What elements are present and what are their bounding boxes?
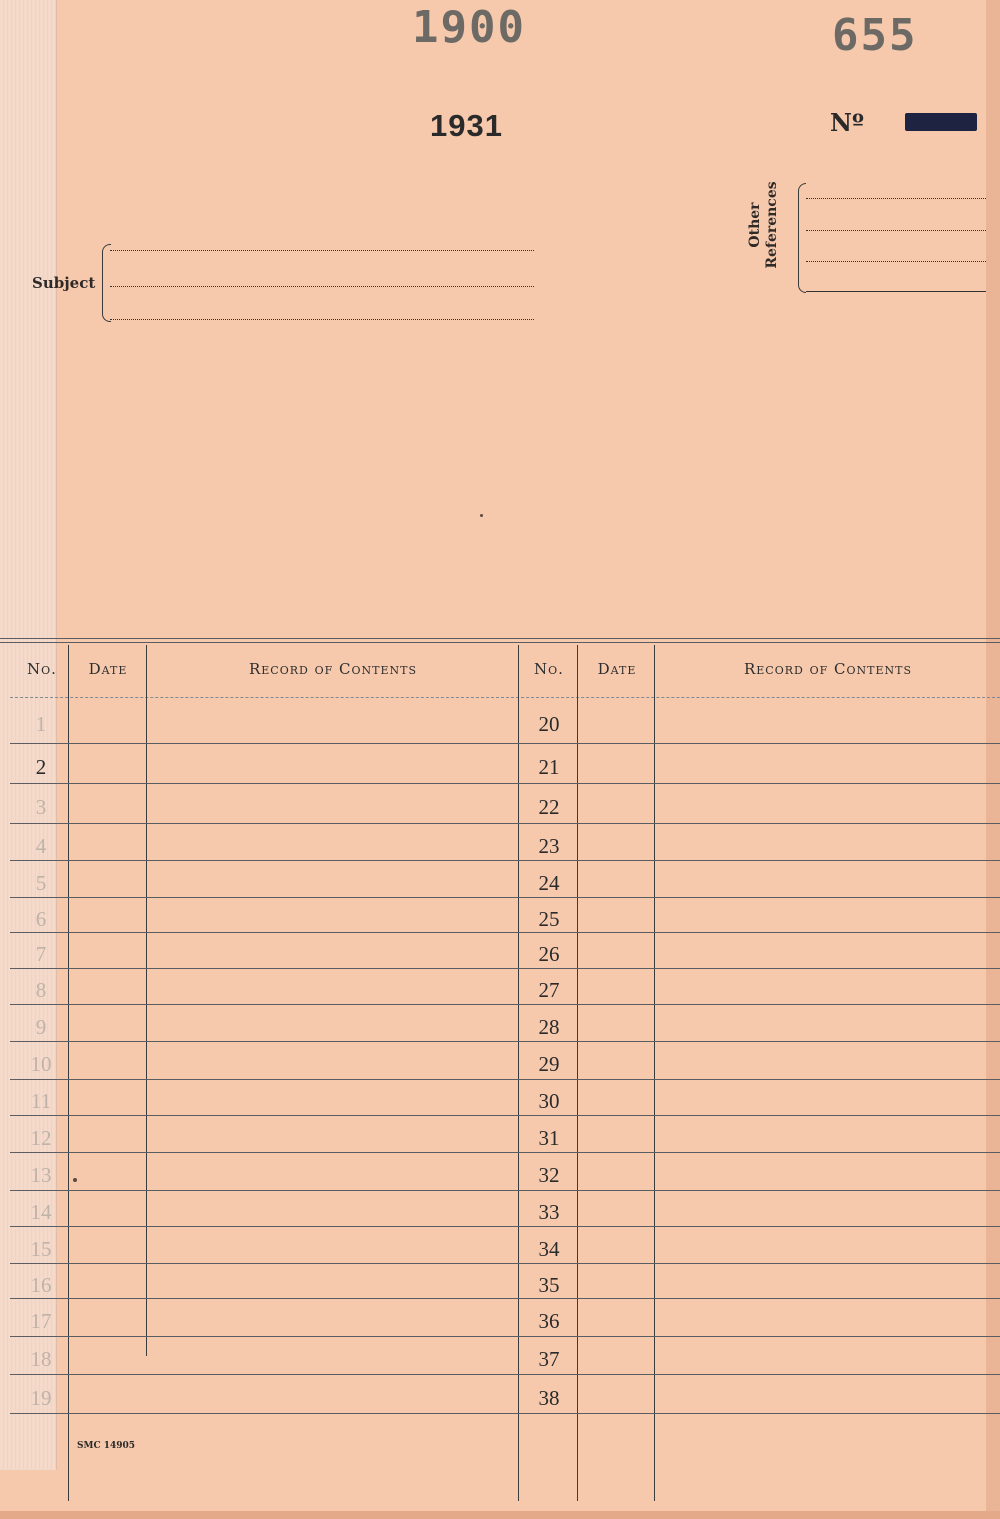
contents-cell-right[interactable] (656, 699, 986, 742)
row-number-left: 18 (30, 1347, 52, 1371)
row-rule (10, 1413, 1000, 1414)
date-cell-right[interactable] (579, 1376, 653, 1412)
date-cell-right[interactable] (579, 1043, 653, 1078)
paper-edge (986, 0, 1000, 1519)
table-top-rule-2 (0, 642, 1000, 643)
subject-line-3[interactable] (110, 319, 534, 320)
row-number-left: 6 (35, 906, 47, 931)
date-cell-right[interactable] (579, 862, 653, 896)
contents-cell-left[interactable] (148, 1338, 517, 1373)
row-number-left: 15 (30, 1236, 52, 1261)
contents-cell-right[interactable] (656, 1154, 986, 1189)
row-number-left: 10 (30, 1052, 52, 1076)
subject-label: Subject (32, 274, 96, 292)
row-number-right: 32 (538, 1163, 560, 1187)
row-rule (10, 1336, 1000, 1337)
contents-cell-left[interactable] (148, 1081, 517, 1114)
contents-cell-right[interactable] (656, 1338, 986, 1373)
other-reference-line-3[interactable] (806, 261, 986, 262)
contents-cell-left[interactable] (148, 1006, 517, 1040)
row-number-left: 17 (30, 1309, 52, 1333)
contents-cell-right[interactable] (656, 1043, 986, 1078)
paper-edge-bottom (0, 1511, 1000, 1519)
date-cell-right[interactable] (579, 699, 653, 742)
date-cell-left[interactable] (70, 1338, 145, 1373)
row-number-right: 36 (538, 1309, 560, 1333)
date-cell-left[interactable] (70, 1117, 145, 1151)
subject-brace (102, 244, 111, 322)
contents-cell-right[interactable] (656, 1081, 986, 1114)
row-number-left: 4 (35, 833, 47, 858)
date-cell-right[interactable] (579, 1006, 653, 1040)
table-top-rule (0, 638, 1000, 639)
contents-cell-left[interactable] (148, 699, 517, 742)
contents-cell-left[interactable] (148, 825, 517, 859)
header-contents-right: Record of Contents (743, 660, 913, 678)
row-number-right: 34 (538, 1236, 560, 1261)
date-cell-left[interactable] (70, 1154, 145, 1189)
row-number-right: 25 (538, 906, 560, 931)
row-number-left: 13 (30, 1163, 52, 1187)
date-cell-right[interactable] (579, 1154, 653, 1189)
number-label: Nº (830, 108, 864, 137)
row-rule (10, 823, 1000, 824)
row-number-right: 27 (538, 978, 560, 1002)
row-rule (10, 1226, 1000, 1227)
row-number-left: 7 (35, 942, 47, 966)
contents-cell-right[interactable] (656, 785, 986, 822)
contents-cell-right[interactable] (656, 1376, 986, 1412)
col-divider-date-contents-right (654, 645, 655, 1501)
date-cell-right[interactable] (579, 1300, 653, 1335)
row-rule (10, 1374, 1000, 1375)
row-number-left: 1 (35, 712, 47, 736)
row-rule (10, 1041, 1000, 1042)
table-header-rule (10, 697, 1000, 698)
date-cell-right[interactable] (579, 1228, 653, 1262)
row-number-right: 24 (538, 870, 560, 895)
stamp-top-number: 1900 (412, 2, 526, 53)
date-cell-right[interactable] (579, 745, 653, 782)
row-rule (10, 1115, 1000, 1116)
row-number-right: 35 (538, 1272, 560, 1297)
date-cell-left[interactable] (70, 862, 145, 896)
contents-cell-left[interactable] (148, 745, 517, 782)
row-rule (10, 1263, 1000, 1264)
row-rule (10, 743, 1000, 744)
subject-line-1[interactable] (110, 250, 534, 251)
date-cell-left[interactable] (70, 1300, 145, 1335)
other-reference-line-2[interactable] (806, 230, 986, 231)
contents-cell-left[interactable] (148, 1300, 517, 1335)
row-rule (10, 1190, 1000, 1191)
date-cell-left[interactable] (70, 1228, 145, 1262)
row-number-right: 33 (538, 1200, 560, 1224)
contents-cell-left[interactable] (148, 1376, 517, 1412)
contents-cell-right[interactable] (656, 934, 986, 967)
contents-cell-left[interactable] (148, 1228, 517, 1262)
row-rule (10, 968, 1000, 969)
row-rule (10, 1152, 1000, 1153)
redacted-number (905, 113, 977, 131)
header-contents-left: Record of Contents (248, 660, 418, 678)
date-cell-left[interactable] (70, 1376, 145, 1412)
other-references-line2: References (764, 181, 780, 269)
row-number-right: 22 (538, 795, 560, 819)
date-cell-right[interactable] (579, 1338, 653, 1373)
row-number-left: 12 (30, 1125, 52, 1150)
row-number-right: 30 (538, 1089, 560, 1113)
contents-cell-left[interactable] (148, 1154, 517, 1189)
header-date-right: Date (597, 660, 637, 678)
contents-cell-left[interactable] (148, 970, 517, 1003)
contents-cell-right[interactable] (656, 1192, 986, 1225)
other-references-label (747, 165, 781, 285)
row-number-left: 9 (35, 1014, 47, 1039)
paper-speck (73, 1178, 77, 1182)
header-no-left: No. (27, 660, 57, 678)
page-year: 1931 (430, 108, 503, 143)
contents-cell-right[interactable] (656, 1300, 986, 1335)
row-number-right: 37 (538, 1347, 560, 1371)
date-cell-right[interactable] (579, 785, 653, 822)
header-date-left: Date (88, 660, 128, 678)
date-cell-left[interactable] (70, 825, 145, 859)
date-cell-right[interactable] (579, 1117, 653, 1151)
row-number-left: 11 (30, 1089, 52, 1113)
date-cell-left[interactable] (70, 785, 145, 822)
row-number-right: 23 (538, 833, 560, 858)
row-number-right: 28 (538, 1014, 560, 1039)
date-cell-left[interactable] (70, 699, 145, 742)
row-number-left: 3 (35, 795, 47, 819)
contents-cell-left[interactable] (148, 1192, 517, 1225)
form-code: SMC 14905 (77, 1441, 136, 1451)
contents-cell-left[interactable] (148, 1265, 517, 1297)
paper-speck (480, 514, 483, 517)
row-rule (10, 1004, 1000, 1005)
contents-cell-left[interactable] (148, 785, 517, 822)
contents-cell-left[interactable] (148, 862, 517, 896)
other-references-brace (798, 183, 806, 293)
contents-cell-right[interactable] (656, 862, 986, 896)
other-references-line1: Other (747, 202, 763, 248)
contents-cell-left[interactable] (148, 1043, 517, 1078)
date-cell-left[interactable] (70, 1006, 145, 1040)
contents-cell-right[interactable] (656, 899, 986, 931)
row-number-left: 8 (35, 978, 47, 1002)
date-cell-left[interactable] (70, 1265, 145, 1297)
row-rule (10, 860, 1000, 861)
row-rule (10, 1079, 1000, 1080)
row-rule (10, 897, 1000, 898)
date-cell-right[interactable] (579, 899, 653, 931)
row-number-left: 5 (35, 870, 47, 895)
stamp-file-number: 655 (832, 10, 918, 61)
header-no-right: No. (534, 660, 564, 678)
col-divider-contents-no (518, 645, 519, 1501)
row-number-right: 31 (538, 1125, 560, 1150)
col-divider-date-contents (146, 645, 147, 1356)
row-number-right: 26 (538, 942, 560, 966)
contents-cell-right[interactable] (656, 1006, 986, 1040)
date-cell-left[interactable] (70, 1192, 145, 1225)
date-cell-right[interactable] (579, 934, 653, 967)
row-rule (10, 932, 1000, 933)
date-cell-left[interactable] (70, 934, 145, 967)
contents-cell-left[interactable] (148, 1117, 517, 1151)
date-cell-left[interactable] (70, 970, 145, 1003)
subject-line-2[interactable] (110, 286, 534, 287)
row-rule (10, 1298, 1000, 1299)
date-cell-right[interactable] (579, 1081, 653, 1114)
row-number-left: 16 (30, 1272, 52, 1297)
row-number-right: 21 (538, 755, 560, 779)
date-cell-right[interactable] (579, 1192, 653, 1225)
row-number-right: 38 (538, 1385, 560, 1410)
contents-cell-left[interactable] (148, 899, 517, 931)
date-cell-left[interactable] (70, 1081, 145, 1114)
row-number-right: 29 (538, 1052, 560, 1076)
row-rule (10, 783, 1000, 784)
row-number-left: 19 (30, 1385, 52, 1410)
row-number-left: 2 (35, 755, 47, 779)
contents-cell-right[interactable] (656, 970, 986, 1003)
other-reference-line-1[interactable] (806, 198, 986, 199)
date-cell-right[interactable] (579, 1265, 653, 1297)
date-cell-right[interactable] (579, 825, 653, 859)
date-cell-right[interactable] (579, 970, 653, 1003)
contents-cell-right[interactable] (656, 1265, 986, 1297)
date-cell-left[interactable] (70, 745, 145, 782)
row-number-left: 14 (30, 1200, 52, 1224)
contents-cell-right[interactable] (656, 1228, 986, 1262)
date-cell-left[interactable] (70, 899, 145, 931)
other-reference-line-4[interactable] (806, 291, 986, 292)
contents-cell-right[interactable] (656, 1117, 986, 1151)
row-number-right: 20 (538, 712, 560, 736)
contents-cell-right[interactable] (656, 825, 986, 859)
contents-cell-right[interactable] (656, 745, 986, 782)
date-cell-left[interactable] (70, 1043, 145, 1078)
contents-cell-left[interactable] (148, 934, 517, 967)
